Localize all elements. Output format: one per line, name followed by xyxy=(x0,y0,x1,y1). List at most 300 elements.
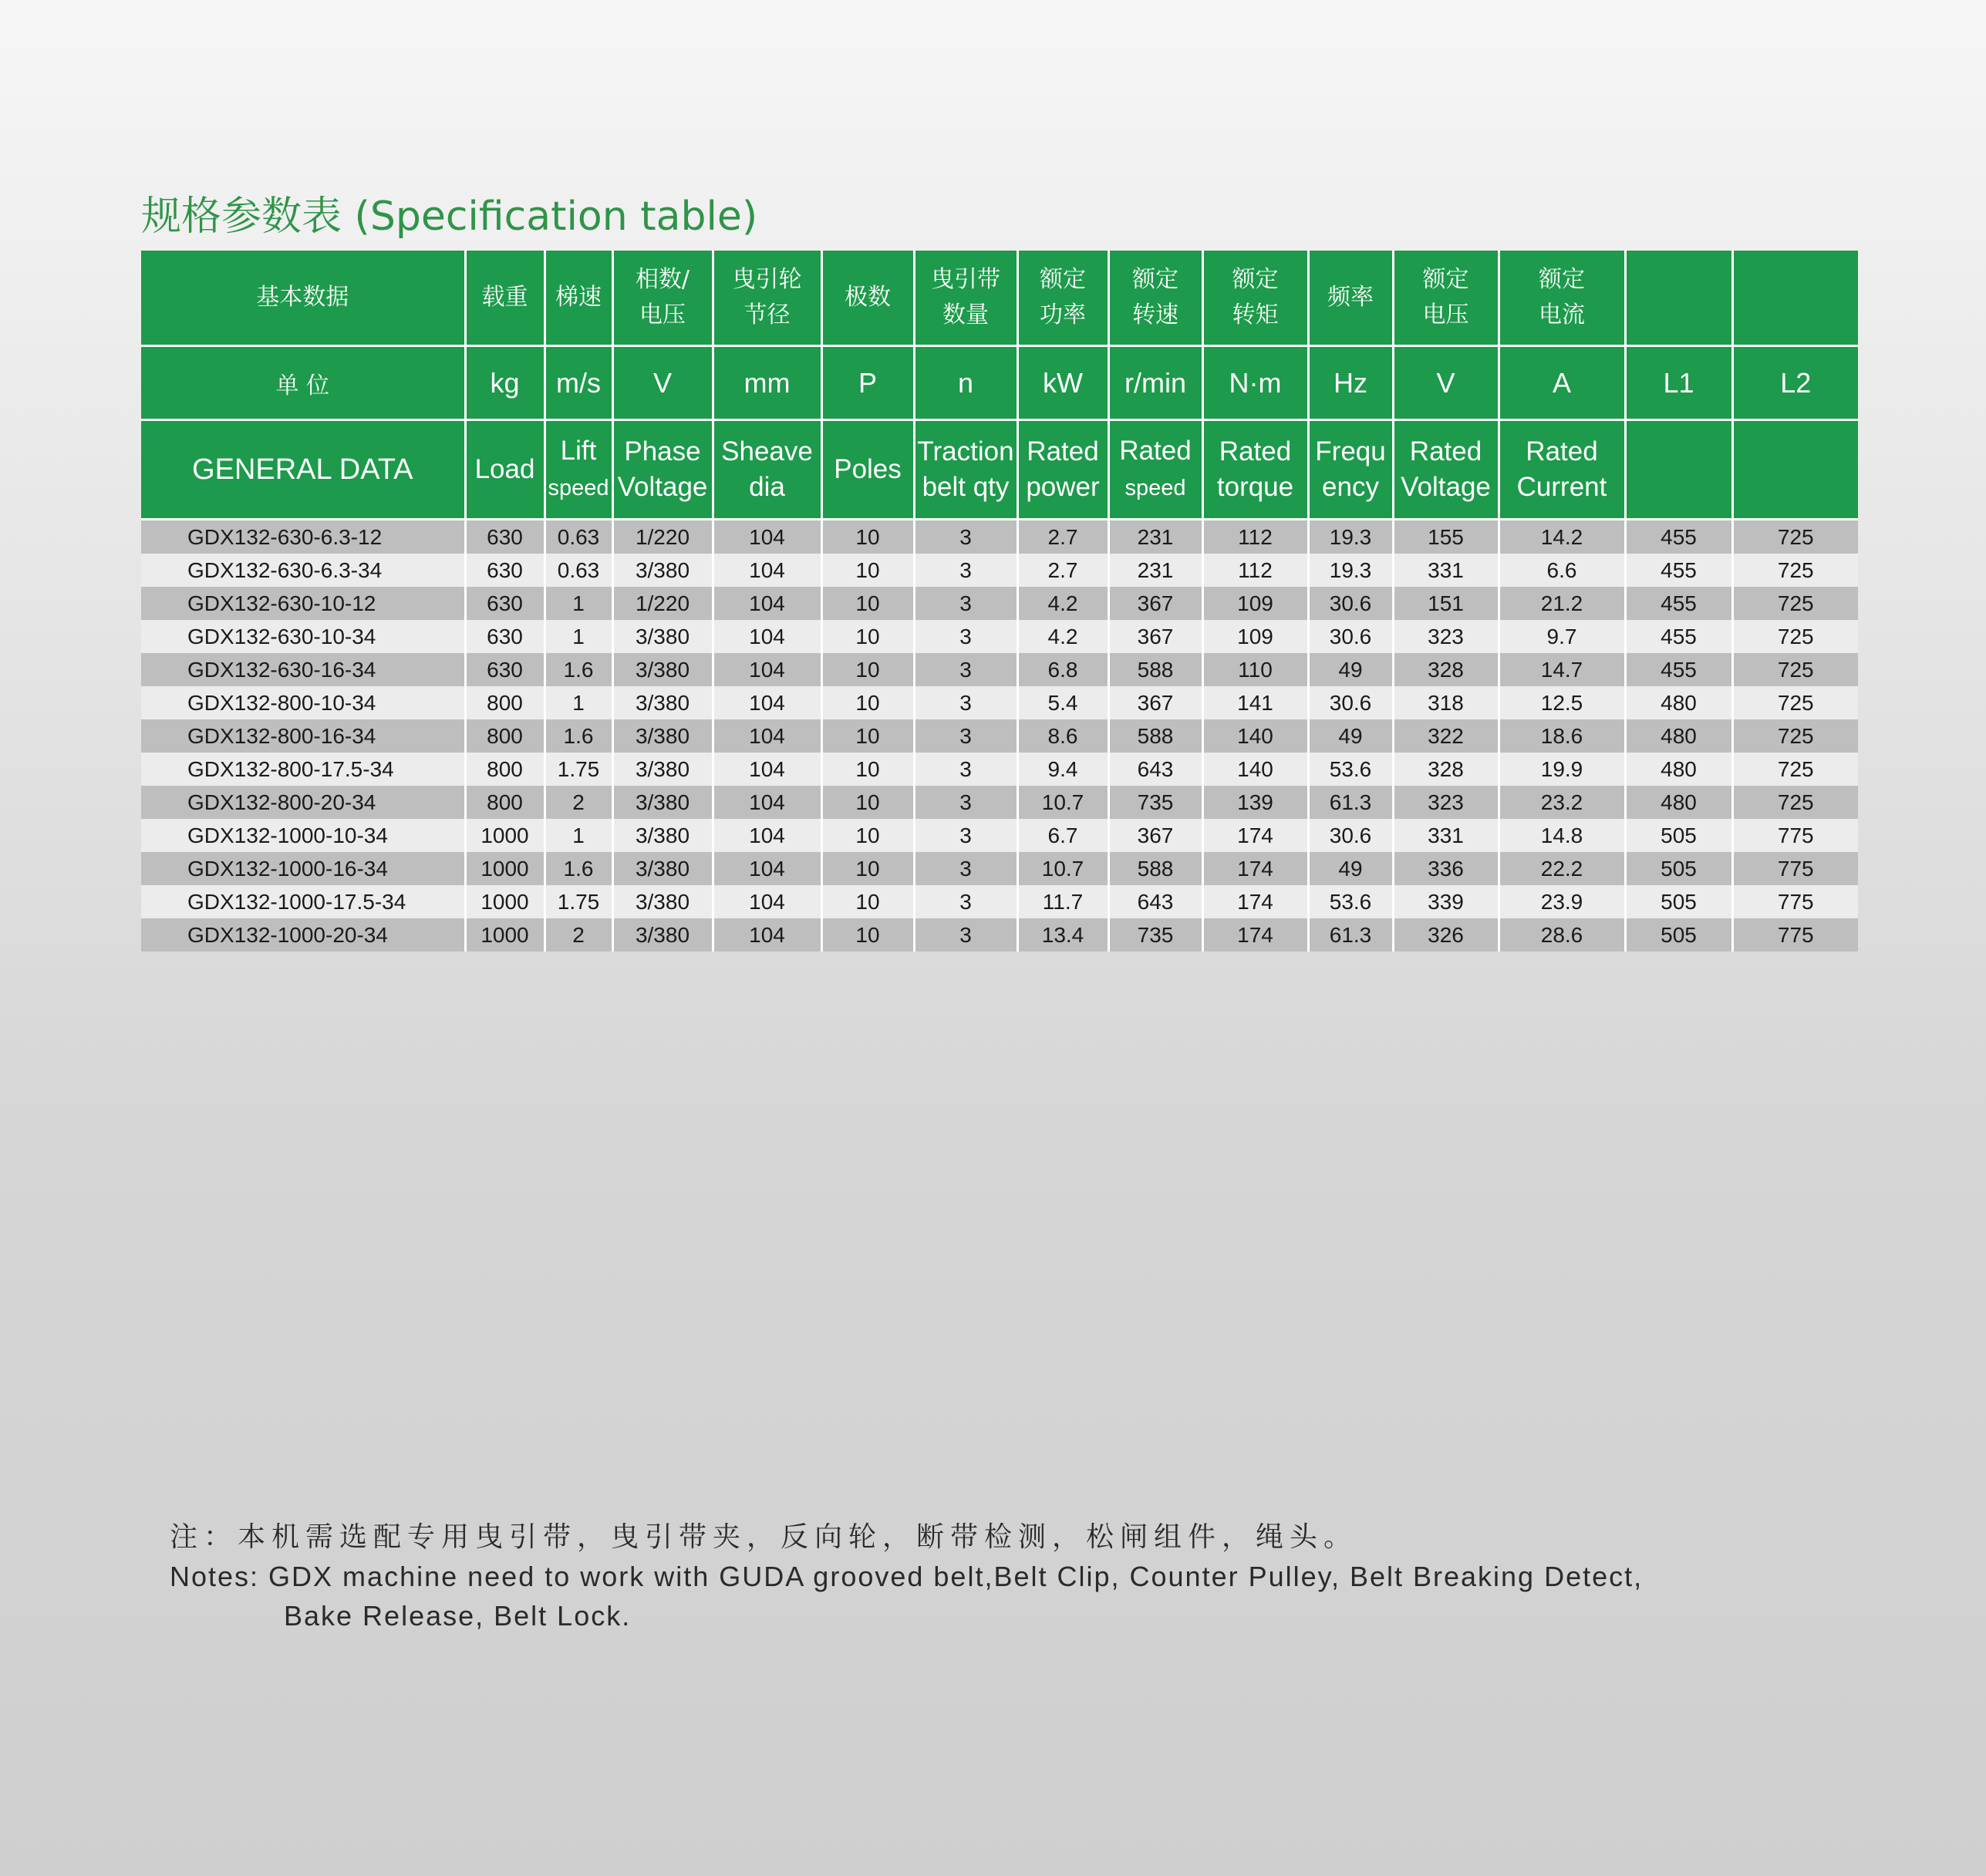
data-cell: 155 xyxy=(1393,520,1499,554)
data-cell: 2 xyxy=(545,786,612,819)
header-unit-cell: Hz xyxy=(1308,346,1393,420)
data-cell: 1 xyxy=(545,620,612,653)
data-cell: 480 xyxy=(1625,753,1732,786)
data-cell: 3 xyxy=(914,885,1017,918)
header-cn-line1: 梯速 xyxy=(555,284,602,311)
header-en-cell xyxy=(914,420,1017,520)
data-cell: 505 xyxy=(1625,918,1732,951)
notes xyxy=(170,1517,1905,1635)
header-en-line2: torque xyxy=(1216,472,1294,502)
data-cell: 630 xyxy=(465,554,545,587)
data-cell: 328 xyxy=(1393,753,1499,786)
data-cell: 104 xyxy=(713,786,821,819)
data-cell: 3/380 xyxy=(612,819,713,852)
data-cell: 3/380 xyxy=(612,554,713,587)
data-cell: 10 xyxy=(821,819,914,852)
data-cell: 725 xyxy=(1732,686,1858,719)
header-unit-cell: V xyxy=(1393,346,1499,420)
data-cell: 1000 xyxy=(465,852,545,885)
data-cell: 10 xyxy=(821,620,914,653)
header-cn-cell xyxy=(914,251,1017,346)
data-cell: 1 xyxy=(545,686,612,719)
data-cell: 140 xyxy=(1202,753,1308,786)
header-cn-cell xyxy=(1393,251,1499,346)
header-cn-line2: 电压 xyxy=(1422,301,1469,328)
table-row xyxy=(141,520,1858,554)
data-cell: 725 xyxy=(1732,786,1858,819)
header-en-line1: GENERAL DATA xyxy=(192,453,413,486)
header-cn-line1: 额定 xyxy=(1040,266,1086,293)
data-cell: 109 xyxy=(1202,620,1308,653)
data-cell: 2.7 xyxy=(1017,520,1108,554)
data-cell: 109 xyxy=(1202,587,1308,620)
data-cell: 6.6 xyxy=(1499,554,1625,587)
data-cell: 2.7 xyxy=(1017,554,1108,587)
data-cell: 22.2 xyxy=(1499,852,1625,885)
header-en-cell xyxy=(545,420,612,520)
data-cell: 588 xyxy=(1108,852,1202,885)
data-cell: 231 xyxy=(1108,520,1202,554)
header-unit-cell: 单 位 xyxy=(141,346,465,420)
header-en-line2: dia xyxy=(749,472,785,502)
data-cell: 10 xyxy=(821,587,914,620)
data-cell: 12.5 xyxy=(1499,686,1625,719)
header-en-line1: Sheave xyxy=(721,436,813,466)
data-cell: 104 xyxy=(713,753,821,786)
header-cn-cell xyxy=(713,251,821,346)
data-cell: 725 xyxy=(1732,653,1858,686)
data-cell: 3 xyxy=(914,753,1017,786)
data-cell: 10 xyxy=(821,719,914,753)
data-cell: 10.7 xyxy=(1017,852,1108,885)
header-cn-line1: 相数/ xyxy=(635,266,690,293)
data-cell: 14.2 xyxy=(1499,520,1625,554)
model-cell: GDX132-800-16-34 xyxy=(141,719,465,753)
data-cell: 480 xyxy=(1625,719,1732,753)
data-cell: 1.6 xyxy=(545,719,612,753)
header-en-cell xyxy=(1732,420,1858,520)
data-cell: 104 xyxy=(713,852,821,885)
data-cell: 775 xyxy=(1732,885,1858,918)
header-en-line2: Voltage xyxy=(617,472,708,502)
data-cell: 3 xyxy=(914,653,1017,686)
data-cell: 104 xyxy=(713,554,821,587)
data-cell: 61.3 xyxy=(1308,786,1393,819)
data-cell: 725 xyxy=(1732,554,1858,587)
table-body xyxy=(141,520,1858,952)
model-cell: GDX132-630-6.3-12 xyxy=(141,520,465,554)
header-cn-line1: 载重 xyxy=(481,284,528,311)
model-cell: GDX132-630-16-34 xyxy=(141,653,465,686)
header-en-cell xyxy=(465,420,545,520)
data-cell: 3/380 xyxy=(612,620,713,653)
header-cn-cell xyxy=(465,251,545,346)
data-cell: 505 xyxy=(1625,852,1732,885)
data-cell: 1000 xyxy=(465,819,545,852)
header-en-cell xyxy=(1625,420,1732,520)
data-cell: 10 xyxy=(821,554,914,587)
model-cell: GDX132-1000-20-34 xyxy=(141,918,465,951)
data-cell: 505 xyxy=(1625,819,1732,852)
header-cn-cell xyxy=(1202,251,1308,346)
data-cell: 3 xyxy=(914,786,1017,819)
header-unit-cell: L1 xyxy=(1625,346,1732,420)
data-cell: 104 xyxy=(713,918,821,951)
model-cell: GDX132-630-10-12 xyxy=(141,587,465,620)
data-cell: 104 xyxy=(713,719,821,753)
data-cell: 367 xyxy=(1108,587,1202,620)
data-cell: 630 xyxy=(465,587,545,620)
header-cn-cell xyxy=(821,251,914,346)
header-en-line1: Lift xyxy=(560,436,597,466)
data-cell: 30.6 xyxy=(1308,686,1393,719)
data-cell: 10 xyxy=(821,653,914,686)
data-cell: 367 xyxy=(1108,686,1202,719)
data-cell: 174 xyxy=(1202,852,1308,885)
data-cell: 3/380 xyxy=(612,753,713,786)
header-en-line1: Rated xyxy=(1526,436,1598,466)
data-cell: 10 xyxy=(821,520,914,554)
data-cell: 3 xyxy=(914,719,1017,753)
data-cell: 23.2 xyxy=(1499,786,1625,819)
header-en-cell xyxy=(141,420,465,520)
header-cn-cell xyxy=(612,251,713,346)
header-cn-line1: 额定 xyxy=(1539,266,1585,293)
data-cell: 505 xyxy=(1625,885,1732,918)
header-cn-line2: 电流 xyxy=(1539,301,1585,328)
data-cell: 630 xyxy=(465,620,545,653)
data-cell: 61.3 xyxy=(1308,918,1393,951)
data-cell: 735 xyxy=(1108,786,1202,819)
header-cn-line1: 曳引带 xyxy=(931,266,1000,293)
data-cell: 725 xyxy=(1732,520,1858,554)
data-cell: 13.4 xyxy=(1017,918,1108,951)
data-cell: 630 xyxy=(465,520,545,554)
header-cn-cell xyxy=(1017,251,1108,346)
data-cell: 322 xyxy=(1393,719,1499,753)
data-cell: 800 xyxy=(465,719,545,753)
data-cell: 775 xyxy=(1732,819,1858,852)
header-en-line1: Rated xyxy=(1027,436,1099,466)
data-cell: 30.6 xyxy=(1308,587,1393,620)
data-cell: 18.6 xyxy=(1499,719,1625,753)
data-cell: 800 xyxy=(465,786,545,819)
header-cn-cell xyxy=(1499,251,1625,346)
table-row xyxy=(141,587,1858,620)
header-cn-cell xyxy=(1625,251,1732,346)
data-cell: 3 xyxy=(914,554,1017,587)
data-cell: 104 xyxy=(713,653,821,686)
header-cn-line1: 额定 xyxy=(1132,266,1178,293)
header-unit-cell: mm xyxy=(713,346,821,420)
header-en-line1: Frequ xyxy=(1315,436,1386,466)
data-cell: 455 xyxy=(1625,653,1732,686)
data-cell: 331 xyxy=(1393,819,1499,852)
data-cell: 11.7 xyxy=(1017,885,1108,918)
data-cell: 725 xyxy=(1732,620,1858,653)
data-cell: 630 xyxy=(465,653,545,686)
header-cn-cell xyxy=(141,251,465,346)
data-cell: 104 xyxy=(713,520,821,554)
data-cell: 6.7 xyxy=(1017,819,1108,852)
data-cell: 4.2 xyxy=(1017,620,1108,653)
header-en-cell xyxy=(1499,420,1625,520)
data-cell: 174 xyxy=(1202,918,1308,951)
data-cell: 455 xyxy=(1625,620,1732,653)
data-cell: 141 xyxy=(1202,686,1308,719)
data-cell: 480 xyxy=(1625,786,1732,819)
model-cell: GDX132-800-10-34 xyxy=(141,686,465,719)
data-cell: 112 xyxy=(1202,554,1308,587)
data-cell: 231 xyxy=(1108,554,1202,587)
data-cell: 735 xyxy=(1108,918,1202,951)
model-cell: GDX132-1000-10-34 xyxy=(141,819,465,852)
header-cn-line1: 频率 xyxy=(1327,284,1374,311)
data-cell: 10 xyxy=(821,918,914,951)
data-cell: 1.75 xyxy=(545,885,612,918)
data-cell: 10 xyxy=(821,852,914,885)
header-row-chinese xyxy=(141,251,1858,346)
data-cell: 323 xyxy=(1393,620,1499,653)
header-cn-cell xyxy=(1108,251,1202,346)
header-en-cell xyxy=(1308,420,1393,520)
header-unit-cell: P xyxy=(821,346,914,420)
data-cell: 2 xyxy=(545,918,612,951)
data-cell: 104 xyxy=(713,620,821,653)
header-en-line1: Rated xyxy=(1409,436,1482,466)
data-cell: 588 xyxy=(1108,719,1202,753)
header-cn-line1: 基本数据 xyxy=(256,284,349,311)
table-row xyxy=(141,653,1858,686)
data-cell: 367 xyxy=(1108,819,1202,852)
data-cell: 725 xyxy=(1732,719,1858,753)
header-en-cell xyxy=(713,420,821,520)
data-cell: 3 xyxy=(914,819,1017,852)
data-cell: 3 xyxy=(914,686,1017,719)
header-en-cell xyxy=(1202,420,1308,520)
data-cell: 455 xyxy=(1625,554,1732,587)
header-unit-cell: kg xyxy=(465,346,545,420)
header-cn-line2: 电压 xyxy=(639,301,686,328)
header-unit-cell: L2 xyxy=(1732,346,1858,420)
header-unit-cell: V xyxy=(612,346,713,420)
header-en-line1: Rated xyxy=(1219,436,1292,466)
data-cell: 174 xyxy=(1202,819,1308,852)
table-row xyxy=(141,554,1858,587)
header-en-cell xyxy=(821,420,914,520)
header-cn-line1: 曳引轮 xyxy=(732,266,802,293)
header-en-line1: Phase xyxy=(624,436,701,466)
data-cell: 1 xyxy=(545,819,612,852)
header-en-line2: ency xyxy=(1322,472,1379,502)
table-row xyxy=(141,686,1858,719)
data-cell: 331 xyxy=(1393,554,1499,587)
data-cell: 14.8 xyxy=(1499,819,1625,852)
data-cell: 3/380 xyxy=(612,719,713,753)
header-cn-line2: 数量 xyxy=(942,301,989,328)
data-cell: 3 xyxy=(914,587,1017,620)
data-cell: 30.6 xyxy=(1308,819,1393,852)
header-en-line1: Traction xyxy=(917,436,1014,466)
data-cell: 4.2 xyxy=(1017,587,1108,620)
data-cell: 19.9 xyxy=(1499,753,1625,786)
data-cell: 1.6 xyxy=(545,653,612,686)
data-cell: 3 xyxy=(914,620,1017,653)
table-row xyxy=(141,719,1858,753)
header-en-line1: Rated xyxy=(1119,436,1192,466)
header-en-line2: power xyxy=(1026,472,1100,502)
data-cell: 3/380 xyxy=(612,885,713,918)
data-cell: 14.7 xyxy=(1499,653,1625,686)
header-en-line2: speed xyxy=(1125,476,1186,500)
data-cell: 725 xyxy=(1732,753,1858,786)
table-header xyxy=(141,251,1858,520)
data-cell: 10 xyxy=(821,686,914,719)
data-cell: 3 xyxy=(914,918,1017,951)
header-row-english xyxy=(141,420,1858,520)
header-cn-line2: 转矩 xyxy=(1232,301,1279,328)
data-cell: 1.6 xyxy=(545,852,612,885)
data-cell: 151 xyxy=(1393,587,1499,620)
model-cell: GDX132-630-6.3-34 xyxy=(141,554,465,587)
data-cell: 104 xyxy=(713,686,821,719)
header-en-line2: speed xyxy=(548,476,609,500)
data-cell: 3 xyxy=(914,520,1017,554)
table-row xyxy=(141,852,1858,885)
header-cn-line2: 功率 xyxy=(1040,301,1086,328)
notes-english-line2: Bake Release, Belt Lock. xyxy=(284,1600,632,1632)
header-en-line2: belt qty xyxy=(922,472,1010,502)
header-cn-line1: 极数 xyxy=(845,284,891,311)
data-cell: 5.4 xyxy=(1017,686,1108,719)
data-cell: 480 xyxy=(1625,686,1732,719)
data-cell: 3/380 xyxy=(612,653,713,686)
data-cell: 318 xyxy=(1393,686,1499,719)
data-cell: 6.8 xyxy=(1017,653,1108,686)
data-cell: 1.75 xyxy=(545,753,612,786)
header-cn-cell xyxy=(1308,251,1393,346)
notes-chinese: 注：本机需选配专用曳引带，曳引带夹，反向轮，断带检测，松闸组件，绳头。 xyxy=(170,1521,1358,1553)
data-cell: 174 xyxy=(1202,885,1308,918)
data-cell: 725 xyxy=(1732,587,1858,620)
model-cell: GDX132-1000-17.5-34 xyxy=(141,885,465,918)
header-en-cell xyxy=(612,420,713,520)
notes-english-line1: Notes: GDX machine need to work with GUDA grooved belt,Belt Clip, Counter Pulley, Belt Breaking Detect, xyxy=(170,1561,1644,1592)
data-cell: 336 xyxy=(1393,852,1499,885)
data-cell: 800 xyxy=(465,686,545,719)
data-cell: 139 xyxy=(1202,786,1308,819)
data-cell: 19.3 xyxy=(1308,520,1393,554)
data-cell: 328 xyxy=(1393,653,1499,686)
data-cell: 0.63 xyxy=(545,520,612,554)
header-row-units xyxy=(141,346,1858,420)
data-cell: 9.7 xyxy=(1499,620,1625,653)
data-cell: 367 xyxy=(1108,620,1202,653)
data-cell: 1000 xyxy=(465,918,545,951)
data-cell: 104 xyxy=(713,587,821,620)
header-unit-cell: r/min xyxy=(1108,346,1202,420)
data-cell: 30.6 xyxy=(1308,620,1393,653)
data-cell: 10 xyxy=(821,753,914,786)
data-cell: 49 xyxy=(1308,852,1393,885)
data-cell: 8.6 xyxy=(1017,719,1108,753)
data-cell: 323 xyxy=(1393,786,1499,819)
data-cell: 112 xyxy=(1202,520,1308,554)
specification-table xyxy=(141,251,1858,951)
data-cell: 775 xyxy=(1732,918,1858,951)
data-cell: 3/380 xyxy=(612,852,713,885)
data-cell: 110 xyxy=(1202,653,1308,686)
data-cell: 10.7 xyxy=(1017,786,1108,819)
data-cell: 643 xyxy=(1108,753,1202,786)
header-en-cell xyxy=(1108,420,1202,520)
data-cell: 28.6 xyxy=(1499,918,1625,951)
model-cell: GDX132-800-17.5-34 xyxy=(141,753,465,786)
header-unit-cell: kW xyxy=(1017,346,1108,420)
header-cn-line2: 转速 xyxy=(1132,301,1178,328)
data-cell: 455 xyxy=(1625,587,1732,620)
header-unit-cell: n xyxy=(914,346,1017,420)
header-en-line1: Poles xyxy=(834,454,902,484)
table-row xyxy=(141,885,1858,918)
data-cell: 326 xyxy=(1393,918,1499,951)
data-cell: 0.63 xyxy=(545,554,612,587)
model-cell: GDX132-1000-16-34 xyxy=(141,852,465,885)
data-cell: 3/380 xyxy=(612,918,713,951)
data-cell: 140 xyxy=(1202,719,1308,753)
header-cn-line2: 节径 xyxy=(743,301,791,328)
data-cell: 104 xyxy=(713,885,821,918)
header-cn-cell xyxy=(545,251,612,346)
data-cell: 21.2 xyxy=(1499,587,1625,620)
data-cell: 10 xyxy=(821,885,914,918)
table-row xyxy=(141,918,1858,951)
data-cell: 9.4 xyxy=(1017,753,1108,786)
header-en-line2: Voltage xyxy=(1401,472,1491,502)
data-cell: 49 xyxy=(1308,719,1393,753)
data-cell: 53.6 xyxy=(1308,753,1393,786)
data-cell: 455 xyxy=(1625,520,1732,554)
data-cell: 339 xyxy=(1393,885,1499,918)
data-cell: 1/220 xyxy=(612,587,713,620)
data-cell: 1000 xyxy=(465,885,545,918)
header-en-line1: Load xyxy=(474,454,535,484)
header-cn-line1: 额定 xyxy=(1422,266,1469,293)
header-cn-line1: 额定 xyxy=(1232,266,1279,293)
data-cell: 23.9 xyxy=(1499,885,1625,918)
table-row xyxy=(141,819,1858,852)
header-en-cell xyxy=(1017,420,1108,520)
data-cell: 1/220 xyxy=(612,520,713,554)
header-cn-cell xyxy=(1732,251,1858,346)
data-cell: 10 xyxy=(821,786,914,819)
data-cell: 775 xyxy=(1732,852,1858,885)
data-cell: 19.3 xyxy=(1308,554,1393,587)
header-en-cell xyxy=(1393,420,1499,520)
header-en-line2: Current xyxy=(1516,472,1607,502)
data-cell: 53.6 xyxy=(1308,885,1393,918)
table-row xyxy=(141,753,1858,786)
header-unit-cell: m/s xyxy=(545,346,612,420)
header-unit-cell: N·m xyxy=(1202,346,1308,420)
table-row xyxy=(141,620,1858,653)
data-cell: 3 xyxy=(914,852,1017,885)
data-cell: 3/380 xyxy=(612,686,713,719)
data-cell: 3/380 xyxy=(612,786,713,819)
page-title: 规格参数表 (Specification table) xyxy=(141,194,758,240)
data-cell: 1 xyxy=(545,587,612,620)
model-cell: GDX132-630-10-34 xyxy=(141,620,465,653)
